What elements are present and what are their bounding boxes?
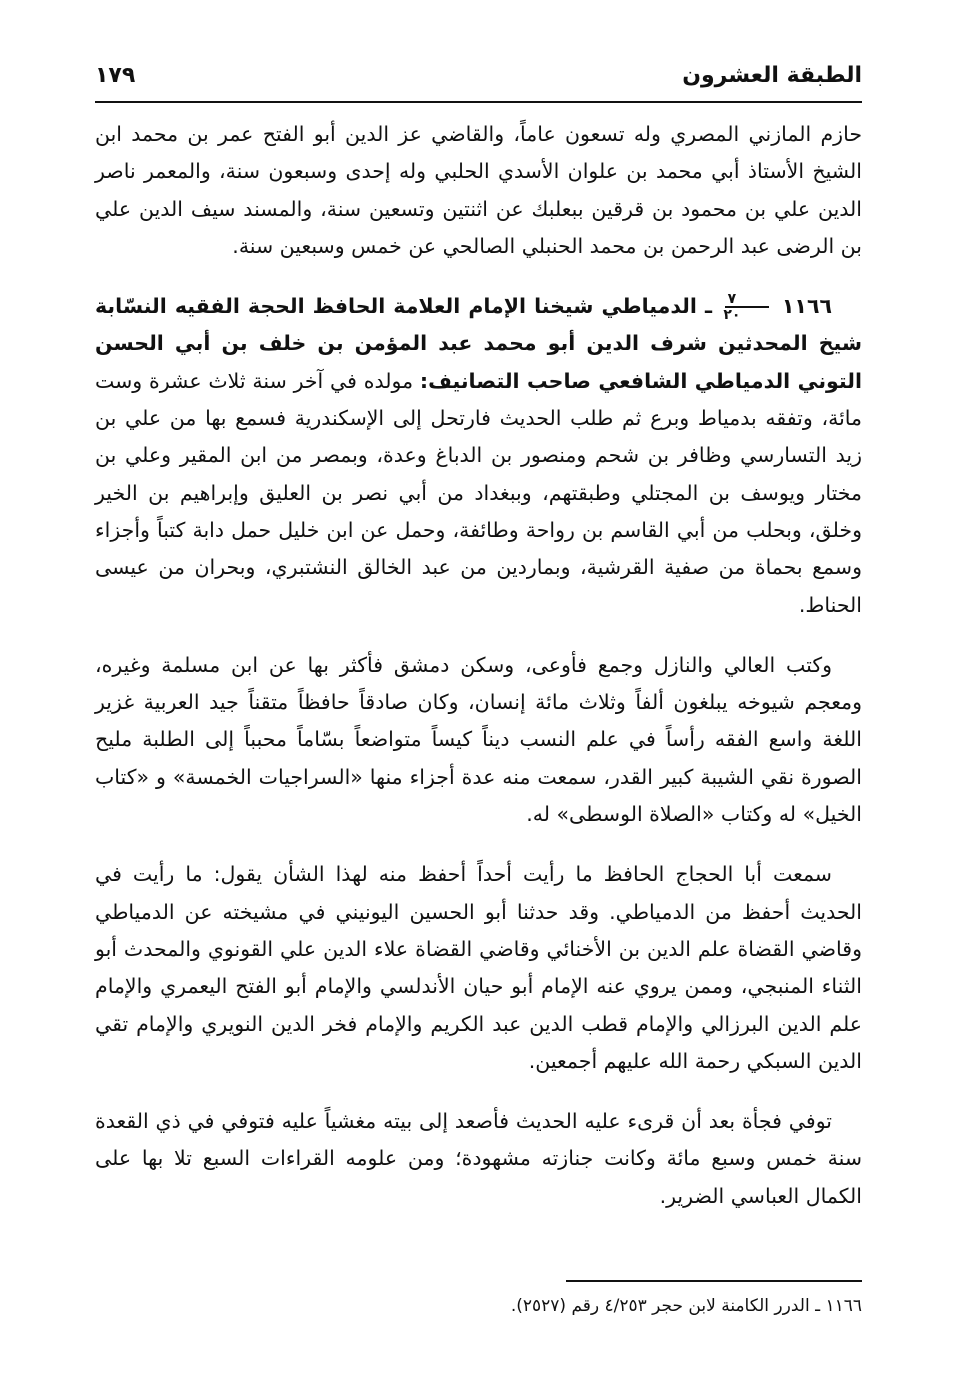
entry-fraction — [723, 292, 770, 322]
fraction-numerator: ٧ — [725, 292, 770, 308]
entry-number: ١١٦٦ — [781, 294, 832, 319]
footnote: ١١٦٦ ـ الدرر الكامنة لابن حجر ٤/٢٥٣ رقم (٢٥٢٧). — [510, 1296, 862, 1316]
page-number: ١٧٩ — [95, 62, 136, 88]
paragraph-death: توفي فجأة بعد أن قرىء عليه الحديث فأصعد إلى بيته مغشياً عليه فتوفي في ذي القعدة سنة خمس وسبع مائة وكانت جنازته مشهودة؛ ومن علومه القراءات السبع تلا بها على الكمال العباسي الضرير. — [95, 1109, 862, 1208]
section-title: الطبقة العشرون — [682, 62, 862, 88]
entry-heading: ـ الدمياطي شيخنا الإمام العلامة الحافظ الحجة الفقيه النسّابة شيخ المحدثين شرف الدين أبو محمد عبد المؤمن بن خلف بن أبي الحسن التوني الدمياطي الشافعي صاحب التصانيف: — [95, 294, 862, 393]
fraction-denominator: ٢٠ — [723, 307, 741, 324]
page-header — [95, 58, 862, 92]
footnote-divider — [566, 1280, 862, 1282]
biography-entry — [95, 288, 862, 624]
header-divider — [95, 101, 862, 103]
paragraph-testimony: سمعت أبا الحجاج الحافظ ما رأيت أحداً أحفظ منه لهذا الشأن يقول: ما رأيت في الحديث أحفظ من الدمياطي. وقد حدثنا أبو الحسين اليونيني في مشيخته عن الدمياطي وقاضي القضاة علم الدين بن الأخنائي وقاضي القضاة علاء الدين علي القونوي والمحدث أبو الثناء المنبجي، وممن يروي عنه الإمام أبو حيان الأندلسي والإمام أبو الفتح اليعمري والإمام علم الدين البرزالي والإمام قطب الدين عبد الكريم والإمام فخر الدين النويري والإمام تقي الدين السبكي رحمة الله عليهم أجمعين. — [95, 862, 862, 1073]
paragraph-continuation: حازم المازني المصري وله تسعون عاماً، والقاضي عز الدين أبو الفتح عمر بن محمد ابن الشيخ الأستاذ أبي محمد بن علوان الأسدي الحلبي وله إحدى وسبعون سنة، والمعمر ناصر الدين علي بن محمود بن قرقين ببعلبك عن اثنتين وتسعين سنة، والمسند سيف الدين علي بن الرضى عبد الرحمن بن محمد الحنبلي الصالحي عن خمس وسبعين سنة. — [95, 122, 862, 258]
main-text — [95, 116, 862, 1238]
paragraph-writings: وكتب العالي والنازل وجمع فأوعى، وسكن دمشق فأكثر بها عن ابن مسلمة وغيره، ومعجم شيوخه يبلغون ألفاً وثلاث مائة إنسان، وكان صادقاً حافظاً متقناً جيد العربية غزير اللغة واسع الفقه رأساً في علم النسب ديناً كيساً متواضعاً بسّاماً محبباً إلى الطلبة مليح الصورة نقي الشيبة كبير القدر، سمعت منه عدة أجزاء منها «السراجيات الخمسة» و «كتاب الخيل» له وكتاب «الصلاة الوسطى» له. — [95, 652, 862, 827]
entry-text: مولده في آخر سنة ثلاث عشرة وست مائة، وتفقه بدمياط وبرع ثم طلب الحديث فارتحل إلى الإسكندرية فسمع بها من علي بن زيد التسارسي وظافر بن شحم ومنصور بن الدباغ وعدة، وبمصر من ابن المقير وعلي بن مختار ويوسف بن المجتلي وطبقتهم، وببغداد من أبي نصر بن العليق وإبراهيم بن الخير وخلق، وبحلب من أبي القاسم بن رواحة وطائفة، وحمل عن ابن خليل حمل دابة كتباً وأجزاء وسمع بحماة من صفية القرشية، وبماردين من عبد الخالق النشتبري، وبحران من عيسى الحناط. — [95, 368, 862, 617]
